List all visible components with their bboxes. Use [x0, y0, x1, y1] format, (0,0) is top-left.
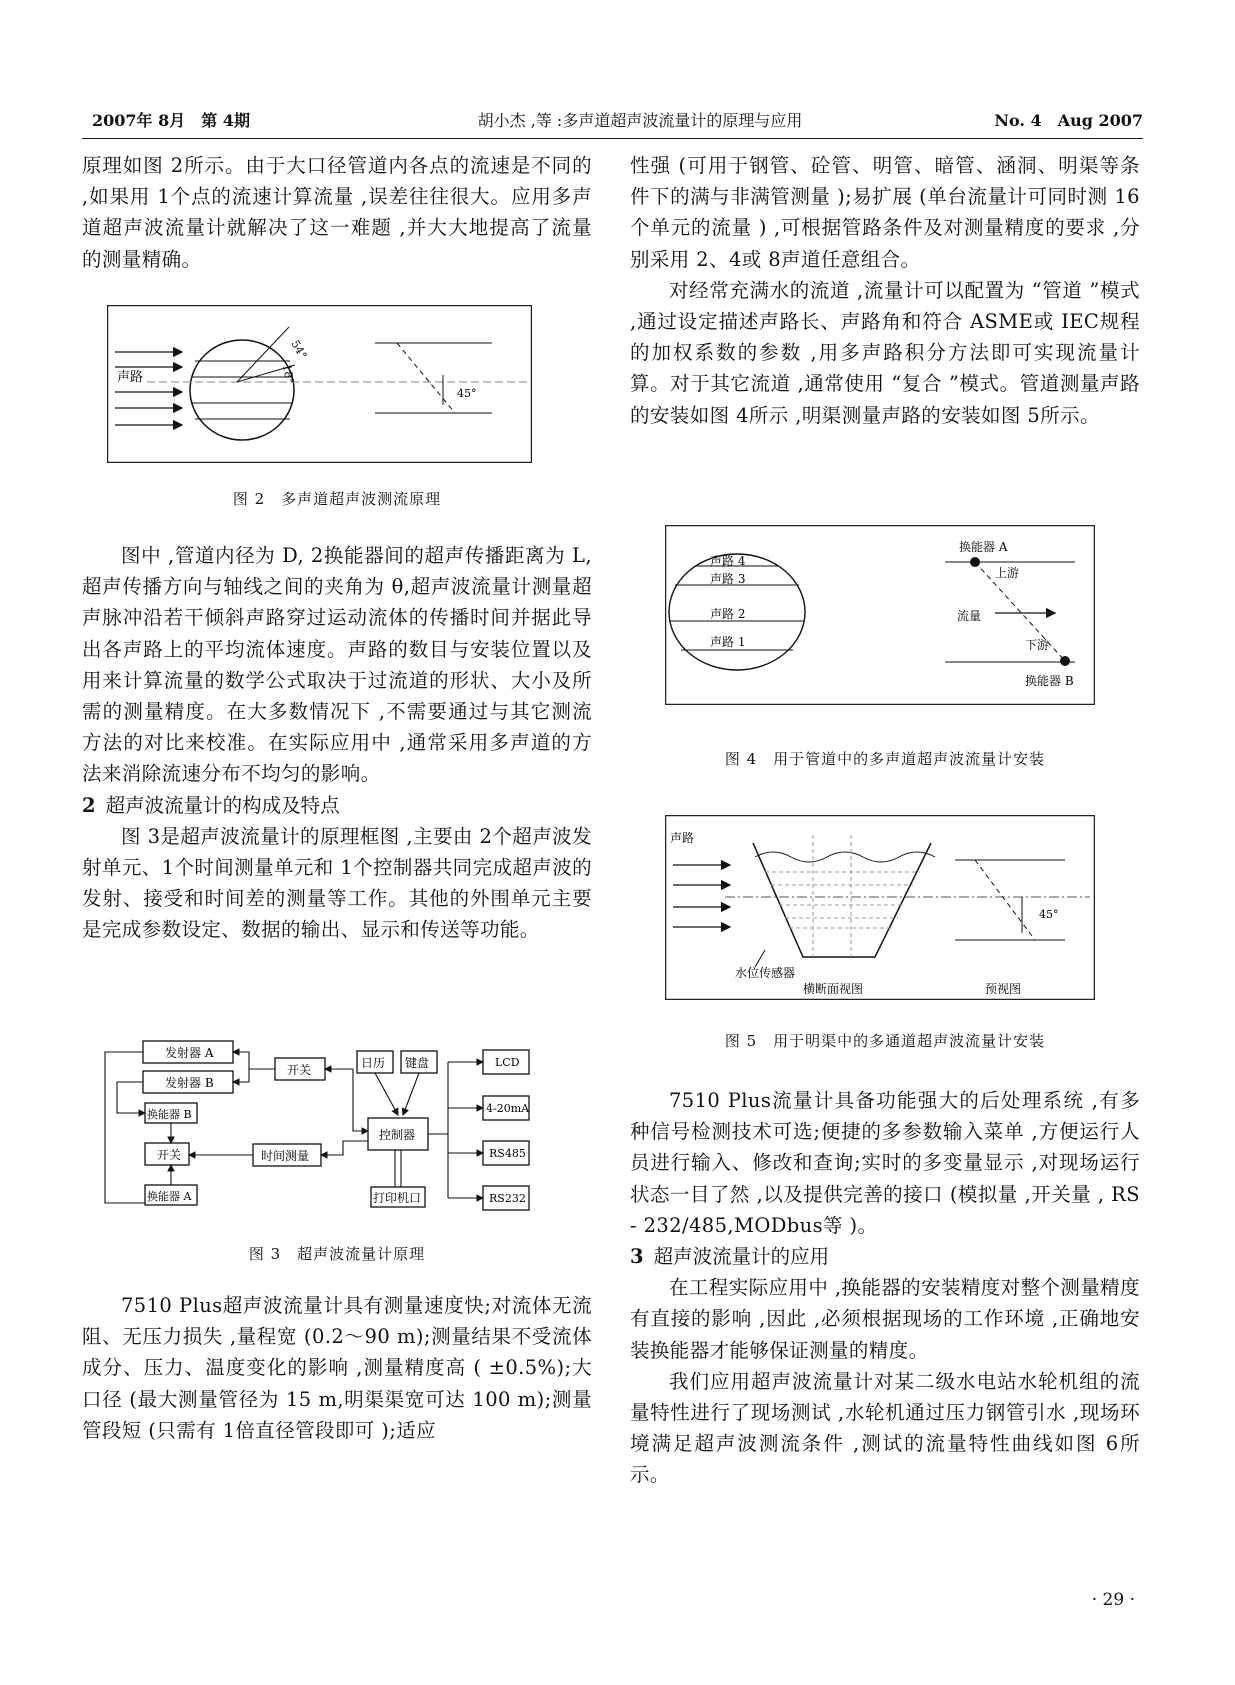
- left-column-bottom: [82, 1290, 592, 1446]
- fig3-rs232: RS232: [489, 1192, 526, 1205]
- right-para-1: 性强 (可用于钢管、砼管、明管、暗管、涵洞、明渠等条件下的满与非满管测量 );易扩展 (单台流量计可同时测 16个单元的流量 ) ,可根据管路条件及对测量精度的要求 ,分别采用 2、4或 8声道任意组合。: [630, 154, 1140, 271]
- figure-2-drawing: [107, 305, 532, 463]
- header-title: 胡小杰 ,等 :多声道超声波流量计的原理与应用: [477, 111, 803, 130]
- left-column-top: [82, 150, 592, 275]
- right-para-4: 在工程实际应用中 ,换能器的安装精度对整个测量精度有直接的影响 ,因此 ,必须根据现场的工作环境 ,正确地安装换能器才能够保证测量的精度。: [630, 1276, 1140, 1362]
- fig3-4-20ma: 4-20mA: [486, 1102, 530, 1115]
- section-2-heading: [82, 790, 592, 821]
- fig2-angle-2: 18°: [280, 363, 297, 385]
- fig3-switch: 开关: [157, 1148, 182, 1162]
- right-para-2: 对经常充满水的流道 ,流量计可以配置为 “管道 ”模式 ,通过设定描述声路长、声路角和符合 ASME或 IEC规程的加权系数的参数 ,用多声路积分方法即可实现流量计算。对于其它流道 ,通常使用 “复合 ”模式。管道测量声路的安装如图 4所示 ,明渠测量声路的安装如图 5所示。: [630, 278, 1140, 427]
- fig3-switch-top: 开关: [287, 1063, 312, 1077]
- fig2-path-label: 声路: [117, 370, 144, 385]
- header-issue: 2007年 8月 第 4期: [92, 111, 250, 130]
- fig3-tx-a: 发射器 A: [165, 1046, 214, 1060]
- fig3-printer: 打印机口: [373, 1191, 422, 1205]
- fig3-rs485: RS485: [489, 1147, 526, 1160]
- fig5-sensor: 水位传感器: [735, 966, 796, 980]
- fig3-controller: 控制器: [379, 1128, 416, 1142]
- header-rule: [82, 138, 1143, 139]
- fig5-cross-section: 横断面视图: [803, 982, 864, 996]
- fig2-angle-3: 45°: [457, 387, 477, 400]
- right-column-top: [630, 150, 1140, 431]
- fig4-flow: 流量: [957, 609, 982, 623]
- section-3-heading: [630, 1241, 1140, 1272]
- left-para-1: 原理如图 2所示。由于大口径管道内各点的流速是不同的 ,如果用 1个点的流速计算流量 ,误差往往很大。应用多声道超声波流量计就解决了这一难题 ,并大大地提高了流量的测量精确。: [82, 154, 592, 271]
- fig5-plan-view: 预视图: [985, 982, 1022, 996]
- fig4-transducer-b: 换能器 B: [1025, 674, 1074, 688]
- fig3-timer: 时间测量: [261, 1149, 310, 1163]
- fig3-calendar: 日历: [361, 1056, 386, 1070]
- fig4-path-3: 声路 3: [710, 572, 746, 586]
- section-2-title: 超声波流量计的构成及特点: [105, 793, 340, 817]
- fig3-transducer-a: 换能器 A: [147, 1190, 192, 1203]
- figure-5: [665, 815, 1095, 1000]
- fig3-transducer-b: 换能器 B: [147, 1108, 192, 1121]
- left-para-3: 图 3是超声波流量计的原理框图 ,主要由 2个超声波发射单元、1个时间测量单元和 1个控制器共同完成超声波的发射、接受和时间差的测量等工作。其他的外围单元主要是完成参数设定、数据的输出、显示和传送等功能。: [82, 824, 592, 942]
- figure-3: [103, 1035, 543, 1225]
- fig4-upstream: 上游: [995, 566, 1020, 580]
- figure-5-caption: 图 5 用于明渠中的多通道超声波流量计安装: [724, 1032, 1046, 1050]
- fig4-downstream: 下游: [1025, 638, 1050, 652]
- figure-4-caption: 图 4 用于管道中的多声道超声波流量计安装: [724, 750, 1046, 768]
- right-column-bottom: [630, 1085, 1140, 1491]
- fig4-path-4: 声路 4: [710, 554, 746, 568]
- figure-3-caption: 图 3 超声波流量计原理: [248, 1245, 426, 1263]
- fig4-path-2: 声路 2: [710, 607, 746, 621]
- header-issue-en: No. 4 Aug 2007: [994, 111, 1143, 130]
- fig3-keyboard: 键盘: [405, 1056, 430, 1070]
- section-3-number: 3: [630, 1245, 644, 1269]
- left-para-2: 图中 ,管道内径为 D, 2换能器间的超声传播距离为 L,超声传播方向与轴线之间的夹角为 θ,超声波流量计测量超声脉冲沿若干倾斜声路穿过运动流体的传播时间并据此导出各声路上的平均流体速度。声路的数目与安装位置以及用来计算流量的数学公式取决于过流道的形状、大小及所需的测量精度。在大多数情况下 ,不需要通过与其它测流方法的对比来校准。在实际应用中 ,通常采用多声道的方法来消除流速分布不均匀的影响。: [82, 544, 592, 786]
- fig3-tx-b: 发射器 B: [165, 1076, 214, 1090]
- figure-4: [665, 525, 1095, 705]
- section-2-number: 2: [82, 793, 96, 817]
- fig5-angle: 45°: [1039, 908, 1059, 921]
- fig5-path-label: 声路: [670, 831, 695, 845]
- figure-5-drawing: [665, 815, 1095, 1000]
- figure-3-drawing: [103, 1035, 543, 1225]
- fig2-angle-1: 54°: [288, 338, 310, 362]
- figure-2: [107, 305, 532, 463]
- page-number: · 29 ·: [1091, 1590, 1135, 1610]
- fig3-lcd: LCD: [495, 1056, 520, 1069]
- right-para-3: 7510 Plus流量计具备功能强大的后处理系统 ,有多种信号检测技术可选;便捷的多参数输入菜单 ,方便运行人员进行输入、修改和查询;实时的多变量显示 ,对现场运行状态一目了然 ,以及提供完善的接口 (模拟量 ,开关量 , RS - 232/485,MODbus等 )。: [630, 1089, 1140, 1237]
- left-para-4: 7510 Plus超声波流量计具有测量速度快;对流体无流阻、无压力损失 ,量程宽 (0.2～90 m);测量结果不受流体成分、压力、温度变化的影响 ,测量精度高 ( ±0.5%);大口径 (最大测量管径为 15 m,明渠渠宽可达 100 m);测量管段短 (只需有 1倍直径管段即可 );适应: [82, 1294, 592, 1442]
- left-column-mid: [82, 540, 592, 946]
- figure-4-drawing: [665, 525, 1095, 705]
- section-3-title: 超声波流量计的应用: [653, 1245, 830, 1269]
- fig4-path-1: 声路 1: [710, 635, 746, 649]
- figure-2-caption: 图 2 多声道超声波测流原理: [232, 490, 442, 508]
- fig4-transducer-a: 换能器 A: [959, 540, 1008, 554]
- right-para-5: 我们应用超声波流量计对某二级水电站水轮机组的流量特性进行了现场测试 ,水轮机通过压力钢管引水 ,现场环境满足超声波测流条件 ,测试的流量特性曲线如图 6所示。: [630, 1369, 1140, 1487]
